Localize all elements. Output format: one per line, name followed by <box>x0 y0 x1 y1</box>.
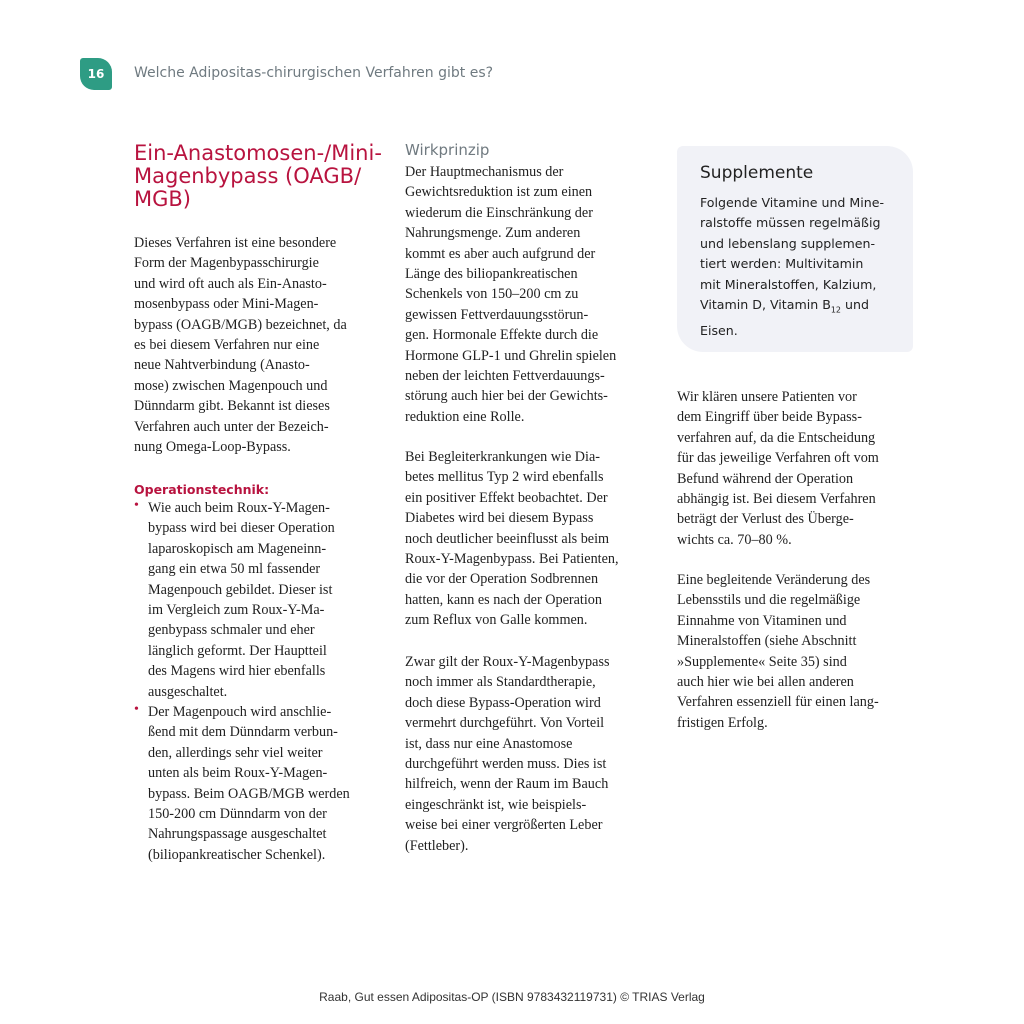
text-line: Eine begleitende Veränderung des <box>677 572 871 588</box>
text-line: laparoskopisch am Mageneinn- <box>148 540 327 557</box>
text-line: die vor der Operation Sodbrennen <box>405 571 599 588</box>
text-line: zum Reflux von Galle kommen. <box>405 612 588 629</box>
text-line: Hormone GLP-1 und Ghrelin spielen <box>405 347 617 364</box>
text-line: gang ein etwa 50 ml fassender <box>148 561 321 578</box>
supplemente-line: Eisen. <box>700 322 738 338</box>
text-line: wiederum die Einschränkung der <box>405 204 593 221</box>
col3-paragraph-1 <box>677 387 879 550</box>
text-line: länglich geformt. Der Hauptteil <box>148 642 327 659</box>
text-line: Bei Begleiterkrankungen wie Dia- <box>405 449 601 465</box>
text-line: ist, dass nur eine Anastomose <box>405 735 573 752</box>
col3-paragraph-2 <box>677 570 879 733</box>
subscript: 12 <box>830 305 842 315</box>
text-line: Lebensstils und die regelmäßige <box>677 592 861 609</box>
text-line: Nahrungsmenge. Zum anderen <box>405 225 581 242</box>
text-line: »Supplemente« Seite 35) sind <box>677 653 847 670</box>
text-line: hatten, kann es nach der Operation <box>405 591 602 608</box>
bullet-item-1 <box>148 498 335 702</box>
text-line: unten als beim Roux-Y-Magen- <box>148 765 328 782</box>
wirkprinzip-heading: Wirkprinzip <box>405 141 490 159</box>
text-line: im Vergleich zum Roux-Y-Ma- <box>148 602 325 619</box>
text-line: Dieses Verfahren ist eine besondere <box>134 235 337 251</box>
text-line: Der Magenpouch wird anschlie- <box>148 704 332 720</box>
footer-citation: Raab, Gut essen Adipositas-OP (ISBN 9783432119731) © TRIAS Verlag <box>319 990 705 1004</box>
text-line: durchgeführt werden muss. Dies ist <box>405 756 607 773</box>
text: und <box>841 297 869 313</box>
text-line: Befund während der Operation <box>677 470 854 487</box>
text-line: Einnahme von Vitaminen und <box>677 612 847 629</box>
text-line: störung auch hier bei der Gewichts- <box>405 388 608 405</box>
text-line: Gewichtsreduktion ist zum einen <box>405 184 593 201</box>
text-line: 150-200 cm Dünndarm von der <box>148 806 327 823</box>
wirkprinzip-paragraph-3 <box>405 652 610 856</box>
text-line: auch hier wie bei allen anderen <box>677 674 854 691</box>
text-line: ralstoffe müssen regelmäßig <box>700 215 881 231</box>
text: Vitamin D, Vitamin B <box>700 297 831 313</box>
text-line: Magenbypass (OAGB/ <box>134 164 362 188</box>
text-line: genbypass schmaler und eher <box>148 622 315 639</box>
text-line: den, allerdings sehr viel weiter <box>148 744 323 761</box>
text-line: eingeschränkt ist, wie beispiels- <box>405 796 587 813</box>
section-heading <box>134 142 382 211</box>
text-line: Länge des biliopankreatischen <box>405 266 578 283</box>
text-line: noch immer als Standardtherapie, <box>405 674 596 691</box>
text-line: Schenkels von 150–200 cm zu <box>405 286 579 303</box>
subheading-operationstechnik: Operationstechnik: <box>134 482 270 497</box>
text-line: fristigen Erfolg. <box>677 714 768 731</box>
text-line: Dünndarm gibt. Bekannt ist dieses <box>134 398 330 415</box>
text-line: ausgeschaltet. <box>148 683 228 700</box>
text-line: Form der Magenbypasschirurgie <box>134 255 319 272</box>
text-line: wichts ca. 70–80 %. <box>677 531 792 548</box>
text-line: MGB) <box>134 187 191 211</box>
text-line: Folgende Vitamine und Mine- <box>700 195 885 210</box>
text-line: Zwar gilt der Roux-Y-Magenbypass <box>405 654 610 670</box>
supplemente-lines <box>700 193 884 295</box>
text-line: Diabetes wird bei diesem Bypass <box>405 510 594 527</box>
text-line: nung Omega-Loop-Bypass. <box>134 439 291 456</box>
wirkprinzip-paragraph-2 <box>405 447 619 631</box>
text-line: mose) zwischen Magenpouch und <box>134 377 328 394</box>
text-line: Wir klären unsere Patienten vor <box>677 389 857 405</box>
text-line: neue Nahtverbindung (Anasto- <box>134 357 310 374</box>
text-line: (Fettleber). <box>405 837 469 854</box>
text-line: gewissen Fettverdauungsstörun- <box>405 306 589 323</box>
text-line: bypass. Beim OAGB/MGB werden <box>148 785 350 802</box>
text-line: für das jeweilige Verfahren oft vom <box>677 450 879 467</box>
wirkprinzip-paragraph-1 <box>405 162 616 427</box>
text-line: ßend mit dem Dünndarm verbun- <box>148 724 338 741</box>
text-line: bypass (OAGB/MGB) bezeichnet, da <box>134 316 347 333</box>
text-line: vermehrt durchgeführt. Von Vorteil <box>405 715 605 732</box>
bullet-marker: • <box>134 498 139 513</box>
intro-paragraph <box>134 233 347 457</box>
text-line: Verfahren essenziell für einen lang- <box>677 694 879 711</box>
text-line: neben der leichten Fettverdauungs- <box>405 368 605 385</box>
text-line: doch diese Bypass-Operation wird <box>405 694 601 711</box>
text-line: hilfreich, wenn der Raum im Bauch <box>405 776 609 793</box>
text-line: des Magens wird hier ebenfalls <box>148 663 326 680</box>
text-line: abhängig ist. Bei diesem Verfahren <box>677 491 876 508</box>
text-line: Der Hauptmechanismus der <box>405 164 564 180</box>
running-title: Welche Adipositas-chirurgischen Verfahren gibt es? <box>134 65 494 81</box>
supplemente-text <box>700 193 884 341</box>
text-line: und wird oft auch als Ein-Anasto- <box>134 275 327 292</box>
text-line: tiert werden: Multivitamin <box>700 256 864 272</box>
text-line: beträgt der Verlust des Überge- <box>677 511 854 528</box>
text-line: betes mellitus Typ 2 wird ebenfalls <box>405 469 604 486</box>
text-line: gen. Hormonale Effekte durch die <box>405 327 599 344</box>
bullet-item-2 <box>148 702 350 865</box>
text-line: reduktion eine Rolle. <box>405 408 525 425</box>
text-line: kommt es aber auch aufgrund der <box>405 245 596 262</box>
text-line: mosenbypass oder Mini-Magen- <box>134 296 319 313</box>
text-line: es bei diesem Verfahren nur eine <box>134 337 320 354</box>
text-line: Roux-Y-Magenbypass. Bei Patienten, <box>405 551 619 568</box>
text-line: weise bei einer vergrößerten Leber <box>405 817 603 834</box>
supplemente-title: Supplemente <box>700 163 814 183</box>
text-line: verfahren auf, da die Entscheidung <box>677 429 876 446</box>
page-number-badge: 16 <box>80 58 112 90</box>
text-line: Mineralstoffen (siehe Abschnitt <box>677 633 857 650</box>
text-line: Ein-Anastomosen-/Mini- <box>134 141 382 165</box>
bullet-marker: • <box>134 702 139 717</box>
text-line: bypass wird bei dieser Operation <box>148 520 335 537</box>
text-line: und lebenslang supplemen- <box>700 235 876 251</box>
text-line: ein positiver Effekt beobachtet. Der <box>405 489 608 506</box>
text-line: Nahrungspassage ausgeschaltet <box>148 826 327 843</box>
text-line: Verfahren auch unter der Bezeich- <box>134 418 329 435</box>
text-line: noch deutlicher beeinflusst als beim <box>405 530 610 547</box>
text-line: Magenpouch gebildet. Dieser ist <box>148 581 333 598</box>
supplemente-line <box>700 295 884 321</box>
text-line: (biliopankreatischer Schenkel). <box>148 846 326 863</box>
text-line: Wie auch beim Roux-Y-Magen- <box>148 500 330 516</box>
text-line: mit Mineralstoffen, Kalzium, <box>700 276 877 292</box>
text-line: dem Eingriff über beide Bypass- <box>677 409 862 426</box>
